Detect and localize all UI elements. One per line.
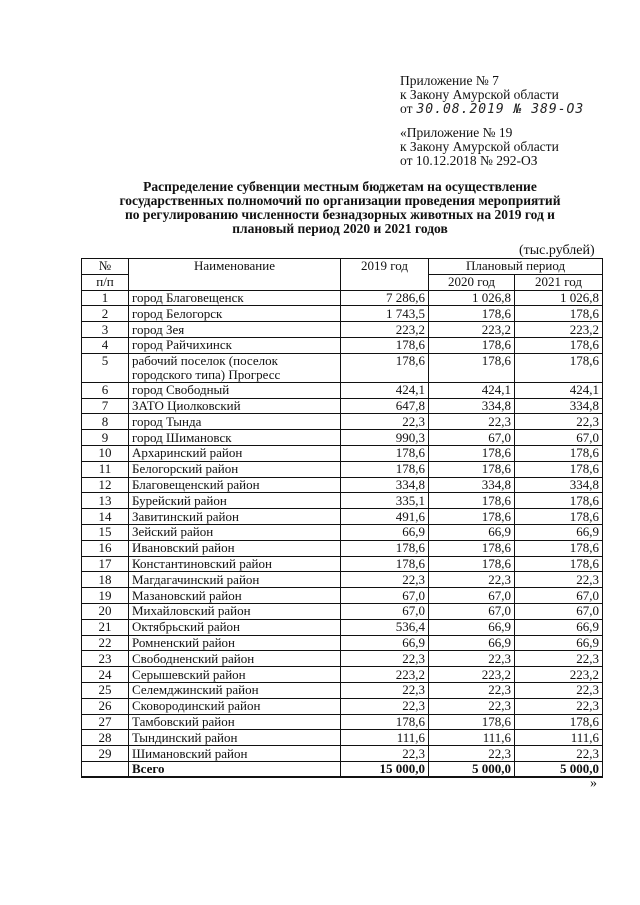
appendix-current-date-prefix: от [400, 101, 413, 116]
row-name: город Зея [129, 322, 341, 338]
row-name: рабочий поселок (поселок городского типа) Прогресс [129, 353, 341, 382]
row-value-2020: 223,2 [429, 322, 515, 338]
row-name: Сковородинский район [129, 698, 341, 714]
row-value-2021: 1 026,8 [515, 290, 603, 306]
subsidy-table [81, 258, 603, 778]
row-name: Архаринский район [129, 445, 341, 461]
row-value-2021: 178,6 [515, 556, 603, 572]
row-value-2019: 22,3 [341, 572, 429, 588]
header-name: Наименование [129, 259, 341, 291]
row-value-2021: 178,6 [515, 445, 603, 461]
handwritten-date-number: 30.08.2019 № 389-ОЗ [416, 102, 585, 117]
total-2019: 15 000,0 [341, 761, 429, 777]
row-name: город Свободный [129, 382, 341, 398]
row-name: Зейский район [129, 524, 341, 540]
appendix-previous-law: к Закону Амурской области [400, 139, 559, 154]
row-value-2020: 67,0 [429, 588, 515, 604]
table-row [82, 603, 603, 619]
row-name: Завитинский район [129, 509, 341, 525]
title-line: государственных полномочий по организации проведения мероприятий [119, 193, 561, 208]
row-value-2019: 22,3 [341, 414, 429, 430]
row-name: Константиновский район [129, 556, 341, 572]
row-name: Магдагачинский район [129, 572, 341, 588]
table-row [82, 698, 603, 714]
header-no-sub: п/п [82, 274, 129, 290]
table-row [82, 651, 603, 667]
total-number-cell [82, 761, 129, 777]
header-no: № [82, 259, 129, 275]
row-value-2019: 223,2 [341, 667, 429, 683]
row-value-2021: 424,1 [515, 382, 603, 398]
row-number: 14 [82, 509, 129, 525]
row-value-2021: 223,2 [515, 667, 603, 683]
row-value-2019: 178,6 [341, 337, 429, 353]
row-number: 13 [82, 493, 129, 509]
row-value-2019: 178,6 [341, 540, 429, 556]
table-row [82, 556, 603, 572]
row-name: Шимановский район [129, 746, 341, 762]
row-number: 20 [82, 603, 129, 619]
row-value-2019: 178,6 [341, 461, 429, 477]
table-row [82, 398, 603, 414]
row-value-2019: 22,3 [341, 698, 429, 714]
row-value-2021: 22,3 [515, 682, 603, 698]
appendix-current-block [400, 74, 584, 117]
table-total-row [82, 761, 603, 777]
row-name: Селемджинский район [129, 682, 341, 698]
table-body [82, 290, 603, 777]
row-number: 4 [82, 337, 129, 353]
title-line: плановый период 2020 и 2021 годов [232, 221, 448, 236]
table-row [82, 430, 603, 446]
row-value-2021: 66,9 [515, 635, 603, 651]
header-2021: 2021 год [515, 274, 603, 290]
row-name: Серышевский район [129, 667, 341, 683]
row-value-2020: 178,6 [429, 306, 515, 322]
row-value-2020: 66,9 [429, 524, 515, 540]
row-value-2020: 67,0 [429, 430, 515, 446]
row-value-2020: 66,9 [429, 635, 515, 651]
total-2020: 5 000,0 [429, 761, 515, 777]
row-number: 29 [82, 746, 129, 762]
row-value-2021: 178,6 [515, 353, 603, 382]
row-value-2019: 424,1 [341, 382, 429, 398]
row-number: 25 [82, 682, 129, 698]
row-name: Михайловский район [129, 603, 341, 619]
table-row [82, 414, 603, 430]
row-number: 19 [82, 588, 129, 604]
row-value-2021: 178,6 [515, 714, 603, 730]
row-value-2021: 22,3 [515, 651, 603, 667]
row-number: 23 [82, 651, 129, 667]
table-row [82, 524, 603, 540]
row-value-2019: 491,6 [341, 509, 429, 525]
appendix-current-date-line [400, 102, 584, 117]
row-number: 17 [82, 556, 129, 572]
row-number: 9 [82, 430, 129, 446]
table-row [82, 290, 603, 306]
row-value-2019: 990,3 [341, 430, 429, 446]
row-number: 5 [82, 353, 129, 382]
row-value-2021: 67,0 [515, 588, 603, 604]
row-value-2020: 178,6 [429, 556, 515, 572]
table-row [82, 353, 603, 382]
row-value-2020: 178,6 [429, 493, 515, 509]
appendix-current-law: к Закону Амурской области [400, 87, 559, 102]
table-row [82, 619, 603, 635]
row-value-2021: 178,6 [515, 337, 603, 353]
header-2020: 2020 год [429, 274, 515, 290]
table-row [82, 730, 603, 746]
row-number: 2 [82, 306, 129, 322]
row-value-2019: 1 743,5 [341, 306, 429, 322]
row-name: Тамбовский район [129, 714, 341, 730]
row-number: 10 [82, 445, 129, 461]
header-2019: 2019 год [341, 259, 429, 291]
row-number: 18 [82, 572, 129, 588]
row-number: 7 [82, 398, 129, 414]
row-number: 6 [82, 382, 129, 398]
row-value-2020: 178,6 [429, 445, 515, 461]
row-value-2020: 66,9 [429, 619, 515, 635]
row-value-2019: 66,9 [341, 635, 429, 651]
closing-quote: » [590, 776, 597, 791]
row-value-2021: 178,6 [515, 509, 603, 525]
row-number: 16 [82, 540, 129, 556]
row-value-2020: 1 026,8 [429, 290, 515, 306]
row-value-2019: 536,4 [341, 619, 429, 635]
row-value-2021: 334,8 [515, 477, 603, 493]
row-value-2021: 111,6 [515, 730, 603, 746]
row-value-2021: 67,0 [515, 430, 603, 446]
row-value-2020: 67,0 [429, 603, 515, 619]
table-row [82, 322, 603, 338]
row-value-2019: 66,9 [341, 524, 429, 540]
row-number: 28 [82, 730, 129, 746]
row-value-2021: 178,6 [515, 461, 603, 477]
row-value-2021: 178,6 [515, 493, 603, 509]
row-number: 21 [82, 619, 129, 635]
appendix-previous-date: от 10.12.2018 № 292-ОЗ [400, 153, 538, 168]
row-number: 24 [82, 667, 129, 683]
row-value-2021: 67,0 [515, 603, 603, 619]
row-value-2020: 22,3 [429, 698, 515, 714]
row-value-2019: 67,0 [341, 603, 429, 619]
row-name: Мазановский район [129, 588, 341, 604]
appendix-current-number: Приложение № 7 [400, 73, 499, 88]
row-name: Ивановский район [129, 540, 341, 556]
row-value-2019: 22,3 [341, 682, 429, 698]
row-number: 11 [82, 461, 129, 477]
row-value-2020: 22,3 [429, 651, 515, 667]
row-name: город Белогорск [129, 306, 341, 322]
row-value-2021: 223,2 [515, 322, 603, 338]
row-value-2020: 424,1 [429, 382, 515, 398]
table-row [82, 337, 603, 353]
total-label: Всего [129, 761, 341, 777]
row-name: город Райчихинск [129, 337, 341, 353]
row-value-2020: 178,6 [429, 540, 515, 556]
table-row [82, 746, 603, 762]
row-name: город Тында [129, 414, 341, 430]
row-name: Октябрьский район [129, 619, 341, 635]
row-value-2021: 178,6 [515, 540, 603, 556]
unit-label: (тыс.рублей) [519, 243, 595, 258]
row-value-2019: 178,6 [341, 445, 429, 461]
row-name: Благовещенский район [129, 477, 341, 493]
row-name: ЗАТО Циолковский [129, 398, 341, 414]
table-row [82, 682, 603, 698]
row-value-2020: 178,6 [429, 714, 515, 730]
row-value-2019: 178,6 [341, 714, 429, 730]
row-value-2021: 178,6 [515, 306, 603, 322]
table-row [82, 540, 603, 556]
total-2021: 5 000,0 [515, 761, 603, 777]
title-line: Распределение субвенции местным бюджетам на осуществление [143, 179, 537, 194]
row-number: 22 [82, 635, 129, 651]
table-row [82, 667, 603, 683]
row-number: 15 [82, 524, 129, 540]
row-number: 27 [82, 714, 129, 730]
row-value-2020: 22,3 [429, 746, 515, 762]
table-row [82, 306, 603, 322]
table-row [82, 572, 603, 588]
row-value-2019: 111,6 [341, 730, 429, 746]
appendix-previous-block [400, 126, 559, 168]
row-name: Тындинский район [129, 730, 341, 746]
appendix-previous-number: «Приложение № 19 [400, 125, 513, 140]
row-name: Бурейский район [129, 493, 341, 509]
row-value-2021: 22,3 [515, 572, 603, 588]
row-value-2020: 22,3 [429, 572, 515, 588]
row-number: 12 [82, 477, 129, 493]
row-value-2021: 22,3 [515, 746, 603, 762]
table-row [82, 477, 603, 493]
row-value-2019: 22,3 [341, 746, 429, 762]
row-name: город Шимановск [129, 430, 341, 446]
table-row [82, 445, 603, 461]
table-row [82, 382, 603, 398]
row-value-2021: 334,8 [515, 398, 603, 414]
table-row [82, 714, 603, 730]
row-value-2021: 66,9 [515, 524, 603, 540]
row-value-2019: 334,8 [341, 477, 429, 493]
table-row [82, 588, 603, 604]
table-row [82, 493, 603, 509]
row-value-2020: 178,6 [429, 337, 515, 353]
row-value-2020: 22,3 [429, 414, 515, 430]
row-value-2020: 178,6 [429, 509, 515, 525]
row-value-2019: 22,3 [341, 651, 429, 667]
row-value-2021: 66,9 [515, 619, 603, 635]
title-line: по регулированию численности безнадзорных животных на 2019 год и [125, 207, 555, 222]
row-value-2019: 67,0 [341, 588, 429, 604]
row-value-2020: 111,6 [429, 730, 515, 746]
row-value-2019: 7 286,6 [341, 290, 429, 306]
row-value-2019: 178,6 [341, 556, 429, 572]
row-value-2019: 647,8 [341, 398, 429, 414]
row-number: 26 [82, 698, 129, 714]
row-value-2021: 22,3 [515, 698, 603, 714]
header-planned-period: Плановый период [429, 259, 603, 275]
row-value-2019: 335,1 [341, 493, 429, 509]
row-name: Свободненский район [129, 651, 341, 667]
row-value-2020: 334,8 [429, 398, 515, 414]
row-value-2020: 178,6 [429, 461, 515, 477]
table-row [82, 461, 603, 477]
row-name: Белогорский район [129, 461, 341, 477]
table-row [82, 509, 603, 525]
row-name: Ромненский район [129, 635, 341, 651]
row-number: 3 [82, 322, 129, 338]
row-name: город Благовещенск [129, 290, 341, 306]
row-number: 8 [82, 414, 129, 430]
row-value-2020: 223,2 [429, 667, 515, 683]
table-row [82, 635, 603, 651]
row-value-2019: 223,2 [341, 322, 429, 338]
row-value-2021: 22,3 [515, 414, 603, 430]
row-number: 1 [82, 290, 129, 306]
row-value-2019: 178,6 [341, 353, 429, 382]
row-value-2020: 334,8 [429, 477, 515, 493]
document-title [80, 180, 600, 236]
row-value-2020: 22,3 [429, 682, 515, 698]
row-value-2020: 178,6 [429, 353, 515, 382]
